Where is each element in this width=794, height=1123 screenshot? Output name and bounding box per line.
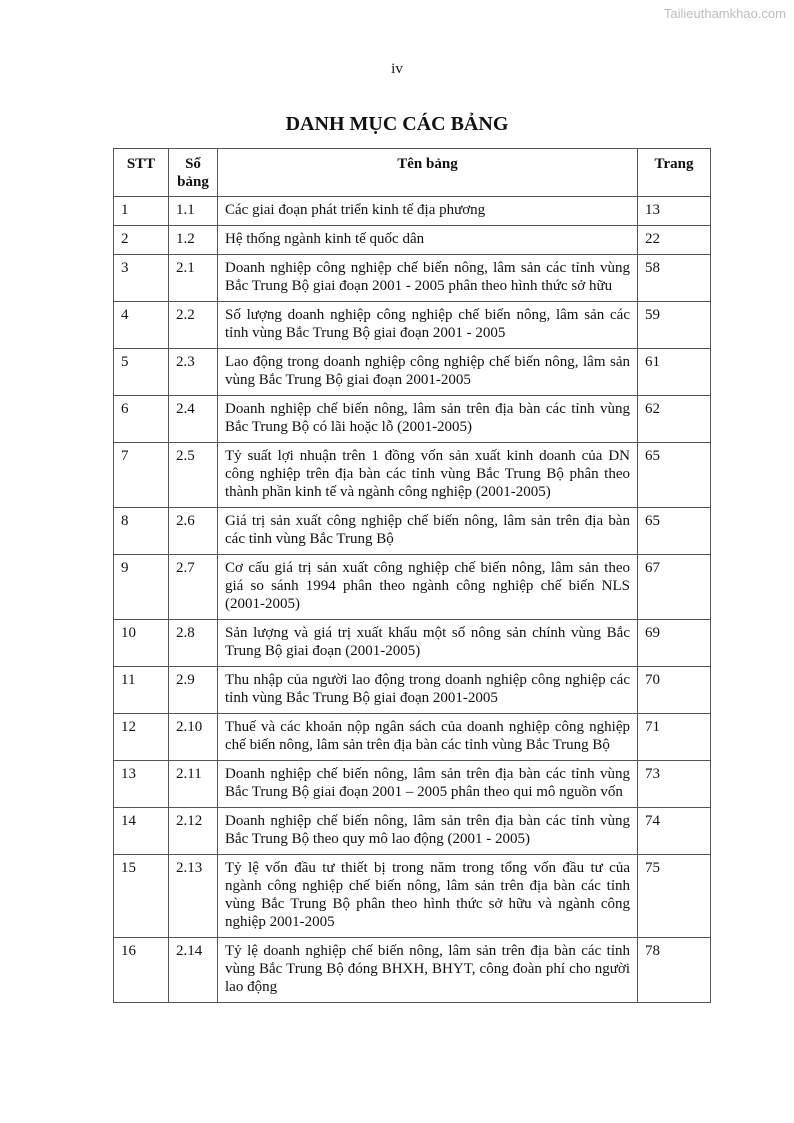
- table-row: [114, 508, 711, 555]
- cell-ten-bang: Hệ thống ngành kinh tế quốc dân: [218, 226, 638, 255]
- table-row: [114, 855, 711, 938]
- cell-stt: 3: [114, 255, 169, 302]
- cell-trang: 69: [638, 620, 711, 667]
- cell-stt: 9: [114, 555, 169, 620]
- cell-stt: 11: [114, 667, 169, 714]
- table-row: [114, 349, 711, 396]
- table-header-row: [114, 149, 711, 197]
- cell-ten-bang: Thuế và các khoản nộp ngân sách của doanh nghiệp công nghiệp chế biến nông, lâm sản trên địa bàn các tỉnh vùng Bắc Trung Bộ: [218, 714, 638, 761]
- cell-stt: 15: [114, 855, 169, 938]
- cell-stt: 13: [114, 761, 169, 808]
- cell-so-bang: 2.11: [169, 761, 218, 808]
- watermark-text: Tailieuthamkhao.com: [663, 6, 786, 21]
- cell-ten-bang: Doanh nghiệp chế biến nông, lâm sản trên địa bàn các tỉnh vùng Bắc Trung Bộ giai đoạn 2001 – 2005 phân theo qui mô nguồn vốn: [218, 761, 638, 808]
- cell-trang: 61: [638, 349, 711, 396]
- cell-ten-bang: Doanh nghiệp công nghiệp chế biến nông, lâm sản các tỉnh vùng Bắc Trung Bộ giai đoạn 2001 - 2005 phân theo hình thức sở hữu: [218, 255, 638, 302]
- cell-so-bang: 2.6: [169, 508, 218, 555]
- cell-stt: 12: [114, 714, 169, 761]
- table-row: [114, 555, 711, 620]
- cell-so-bang: 2.5: [169, 443, 218, 508]
- cell-stt: 6: [114, 396, 169, 443]
- cell-so-bang: 1.1: [169, 197, 218, 226]
- cell-stt: 5: [114, 349, 169, 396]
- page-title: DANH MỤC CÁC BẢNG: [285, 113, 509, 135]
- table-row: [114, 255, 711, 302]
- table-list: [113, 148, 711, 1003]
- page-number: iv: [391, 61, 403, 77]
- table-row: [114, 667, 711, 714]
- cell-so-bang: 2.13: [169, 855, 218, 938]
- cell-stt: 8: [114, 508, 169, 555]
- cell-trang: 22: [638, 226, 711, 255]
- cell-so-bang: 2.12: [169, 808, 218, 855]
- cell-trang: 58: [638, 255, 711, 302]
- cell-ten-bang: Tỷ lệ vốn đầu tư thiết bị trong năm trong tổng vốn đầu tư của ngành công nghiệp chế biến nông, lâm sản trên địa bàn các tỉnh vùng Bắc Trung Bộ phân theo hình thức sở hữu và ngành công nghiệp 2001-2005: [218, 855, 638, 938]
- table-row: [114, 714, 711, 761]
- cell-so-bang: 2.2: [169, 302, 218, 349]
- cell-trang: 67: [638, 555, 711, 620]
- table-row: [114, 808, 711, 855]
- cell-ten-bang: Số lượng doanh nghiệp công nghiệp chế biến nông, lâm sản các tỉnh vùng Bắc Trung Bộ giai đoạn 2001 - 2005: [218, 302, 638, 349]
- cell-so-bang: 2.9: [169, 667, 218, 714]
- cell-ten-bang: Tỷ suất lợi nhuận trên 1 đồng vốn sản xuất kinh doanh của DN công nghiệp trên địa bàn các tỉnh vùng Bắc Trung Bộ phân theo thành phần kinh tế và ngành công nghiệp (2001-2005): [218, 443, 638, 508]
- cell-so-bang: 2.14: [169, 938, 218, 1003]
- cell-so-bang: 2.3: [169, 349, 218, 396]
- header-ten-bang: Tên bảng: [218, 149, 638, 197]
- cell-trang: 71: [638, 714, 711, 761]
- cell-stt: 10: [114, 620, 169, 667]
- table-row: [114, 620, 711, 667]
- cell-trang: 75: [638, 855, 711, 938]
- cell-stt: 1: [114, 197, 169, 226]
- cell-ten-bang: Các giai đoạn phát triển kinh tế địa phương: [218, 197, 638, 226]
- cell-trang: 59: [638, 302, 711, 349]
- header-stt: STT: [114, 149, 169, 197]
- cell-ten-bang: Lao động trong doanh nghiệp công nghiệp chế biến nông, lâm sản vùng Bắc Trung Bộ giai đoạn 2001-2005: [218, 349, 638, 396]
- cell-ten-bang: Sản lượng và giá trị xuất khẩu một số nông sản chính vùng Bắc Trung Bộ giai đoạn (2001-2005): [218, 620, 638, 667]
- header-so-bang: Số bảng: [169, 149, 218, 197]
- cell-so-bang: 2.7: [169, 555, 218, 620]
- cell-trang: 65: [638, 443, 711, 508]
- cell-trang: 70: [638, 667, 711, 714]
- cell-stt: 7: [114, 443, 169, 508]
- cell-ten-bang: Giá trị sản xuất công nghiệp chế biến nông, lâm sản trên địa bàn các tỉnh vùng Bắc Trung Bộ: [218, 508, 638, 555]
- header-trang: Trang: [638, 149, 711, 197]
- table-row: [114, 761, 711, 808]
- cell-so-bang: 2.4: [169, 396, 218, 443]
- cell-stt: 14: [114, 808, 169, 855]
- cell-so-bang: 2.10: [169, 714, 218, 761]
- cell-trang: 13: [638, 197, 711, 226]
- cell-stt: 16: [114, 938, 169, 1003]
- cell-ten-bang: Tỷ lệ doanh nghiệp chế biến nông, lâm sản trên địa bàn các tỉnh vùng Bắc Trung Bộ đóng BHXH, BHYT, công đoàn phí cho người lao động: [218, 938, 638, 1003]
- table-row: [114, 938, 711, 1003]
- cell-ten-bang: Doanh nghiệp chế biến nông, lâm sản trên địa bàn các tỉnh vùng Bắc Trung Bộ có lãi hoặc lỗ (2001-2005): [218, 396, 638, 443]
- table-row: [114, 396, 711, 443]
- table-row: [114, 302, 711, 349]
- table-body: [114, 197, 711, 1003]
- cell-trang: 65: [638, 508, 711, 555]
- table-row: [114, 443, 711, 508]
- cell-trang: 74: [638, 808, 711, 855]
- table-row: [114, 197, 711, 226]
- cell-trang: 73: [638, 761, 711, 808]
- cell-so-bang: 1.2: [169, 226, 218, 255]
- cell-trang: 78: [638, 938, 711, 1003]
- cell-so-bang: 2.8: [169, 620, 218, 667]
- cell-ten-bang: Cơ cấu giá trị sản xuất công nghiệp chế biến nông, lâm sản theo giá so sánh 1994 phân theo ngành công nghiệp chế biến NLS (2001-2005): [218, 555, 638, 620]
- cell-stt: 2: [114, 226, 169, 255]
- cell-ten-bang: Doanh nghiệp chế biến nông, lâm sản trên địa bàn các tỉnh vùng Bắc Trung Bộ theo quy mô lao động (2001 - 2005): [218, 808, 638, 855]
- table-row: [114, 226, 711, 255]
- cell-so-bang: 2.1: [169, 255, 218, 302]
- cell-trang: 62: [638, 396, 711, 443]
- cell-ten-bang: Thu nhập của người lao động trong doanh nghiệp công nghiệp các tỉnh vùng Bắc Trung Bộ giai đoạn 2001-2005: [218, 667, 638, 714]
- cell-stt: 4: [114, 302, 169, 349]
